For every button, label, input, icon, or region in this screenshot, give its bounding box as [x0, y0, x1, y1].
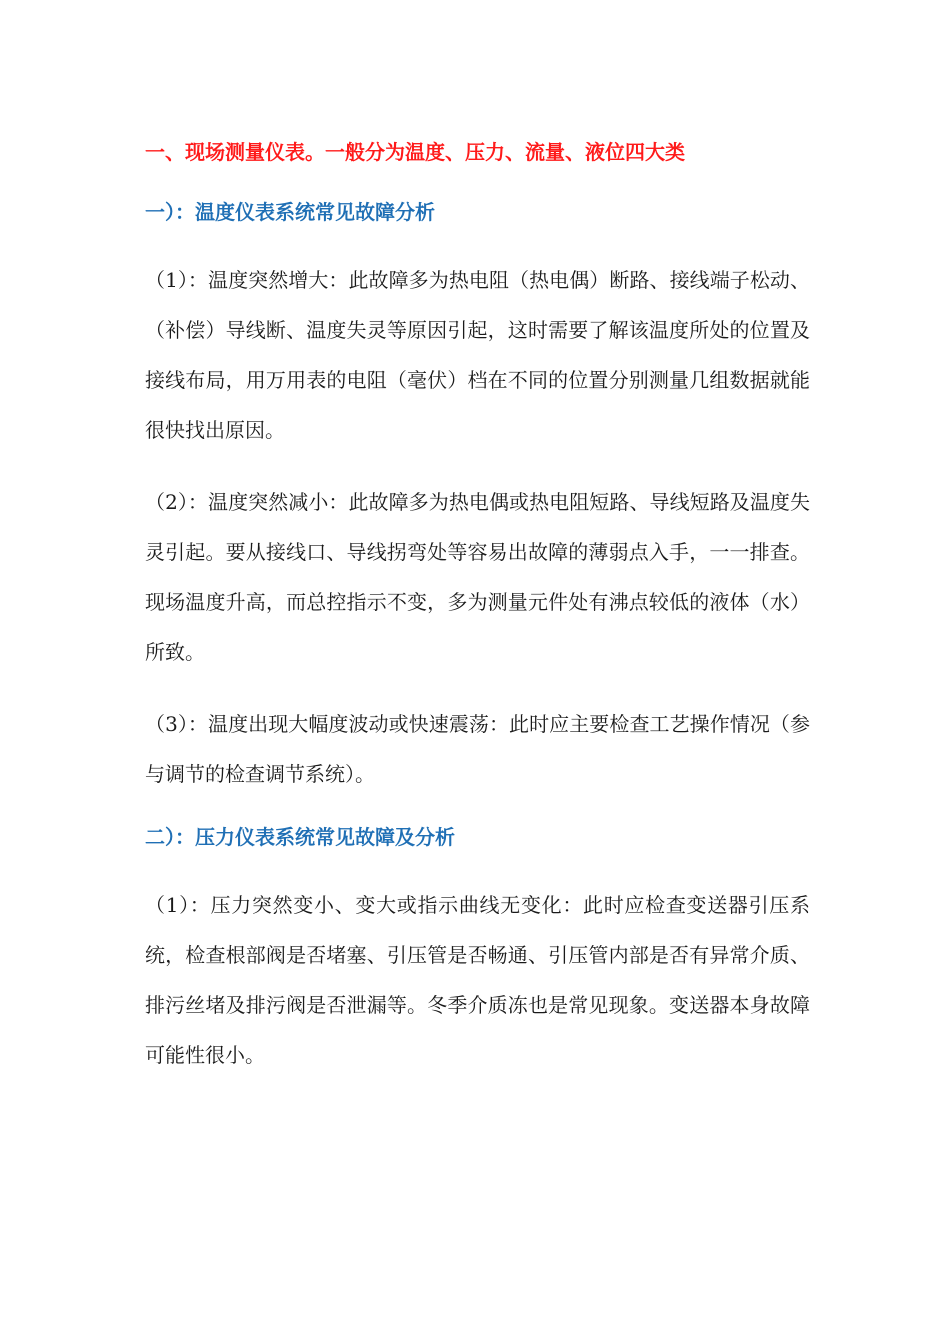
section-pressure: [145, 817, 810, 1080]
section-temperature: [145, 192, 810, 799]
paragraph: （3）：温度出现大幅度波动或快速震荡：此时应主要检查工艺操作情况（参与调节的检查调节系统）。: [145, 712, 810, 786]
document-body: [145, 132, 810, 1102]
section-heading: 二）：压力仪表系统常见故障及分析: [145, 825, 455, 849]
paragraph: （2）：温度突然减小：此故障多为热电偶或热电阻短路、导线短路及温度失灵引起。要从接线口、导线拐弯处等容易出故障的薄弱点入手，一一排查。现场温度升高，而总控指示不变，多为测量元件处有沸点较低的液体（水）所致。: [145, 490, 810, 664]
document-title: 一、现场测量仪表。一般分为温度、压力、流量、液位四大类: [145, 140, 685, 164]
paragraph: （1）：压力突然变小、变大或指示曲线无变化：此时应检查变送器引压系统，检查根部阀是否堵塞、引压管是否畅通、引压管内部是否有异常介质、排污丝堵及排污阀是否泄漏等。冬季介质冻也是常见现象。变送器本身故障可能性很小。: [145, 893, 810, 1067]
paragraph: （1）：温度突然增大：此故障多为热电阻（热电偶）断路、接线端子松动、（补偿）导线断、温度失灵等原因引起，这时需要了解该温度所处的位置及接线布局，用万用表的电阻（毫伏）档在不同的位置分别测量几组数据就能很快找出原因。: [145, 268, 810, 442]
section-heading: 一）：温度仪表系统常见故障分析: [145, 200, 435, 224]
